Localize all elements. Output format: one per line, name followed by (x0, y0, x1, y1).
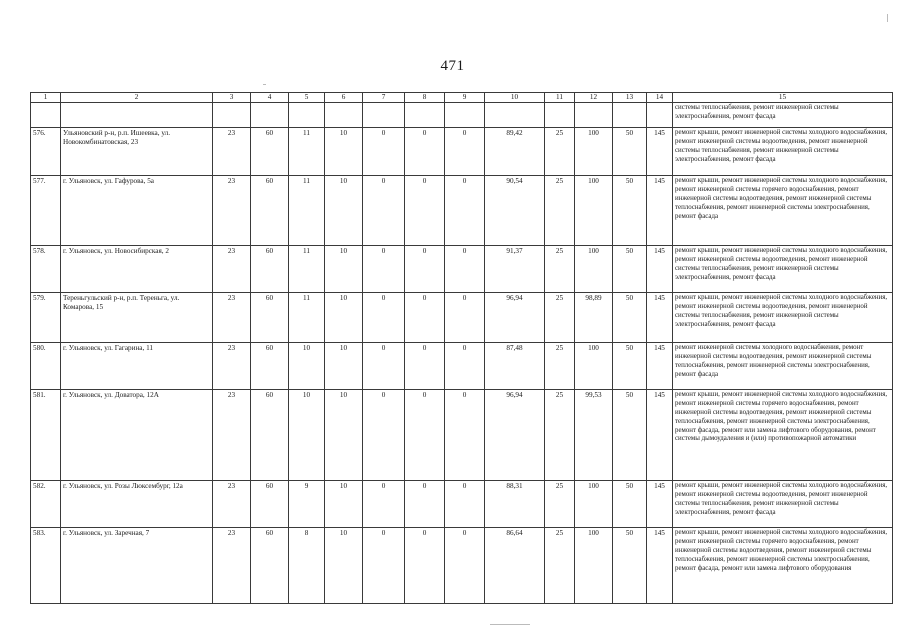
row-number: 579. (31, 292, 61, 342)
row-value-c6: 10 (325, 292, 363, 342)
row-value-c10: 87,48 (485, 342, 545, 389)
row-value-c13: 50 (613, 342, 647, 389)
col-header: 14 (647, 93, 673, 103)
row-value-c7: 0 (363, 245, 405, 292)
row-value-c7: 0 (363, 175, 405, 245)
row-address: г. Ульяновск, ул. Доватора, 12А (61, 389, 213, 480)
row-value-c11: 25 (545, 389, 575, 480)
row-value-c7: 0 (363, 480, 405, 527)
row-value-c3: 23 (213, 389, 251, 480)
row-address: г. Ульяновск, ул. Розы Люксембург, 12а (61, 480, 213, 527)
row-number: 578. (31, 245, 61, 292)
row-value-c10: 96,94 (485, 292, 545, 342)
row-works: ремонт крыши, ремонт инженерной системы холодного водоснабжения, ремонт инженерной системы горячего водоснабжения, ремонт инженерной системы водоотведения, ремонт инженерной системы теплоснабжения, ремонт инженерной системы электроснабжения, ремонт фасада, ремонт или замена лифтового оборудования, ремонт системы дымоудаления и (или) противопожарной автоматики (673, 389, 893, 480)
row-value-c6: 10 (325, 480, 363, 527)
row-value-c8: 0 (405, 527, 445, 603)
row-address: Ульяновский р-н, р.п. Ишеевка, ул. Новокомбинатовская, 23 (61, 127, 213, 175)
row-value-c4: 60 (251, 292, 289, 342)
col-header: 6 (325, 93, 363, 103)
col-header: 5 (289, 93, 325, 103)
row-value-c3: 23 (213, 127, 251, 175)
continuation-row (31, 102, 893, 127)
row-value-c4: 60 (251, 127, 289, 175)
table-row (31, 480, 893, 527)
row-value-c7: 0 (363, 527, 405, 603)
row-value-c10: 86,64 (485, 527, 545, 603)
row-value-c8: 0 (405, 127, 445, 175)
column-number-row (31, 93, 893, 103)
row-value-c9: 0 (445, 480, 485, 527)
row-value-c14: 145 (647, 175, 673, 245)
scan-speck (887, 14, 888, 22)
table-row (31, 245, 893, 292)
row-number: 581. (31, 389, 61, 480)
row-works: ремонт крыши, ремонт инженерной системы холодного водоснабжения, ремонт инженерной системы горячего водоснабжения, ремонт инженерной системы водоотведения, ремонт инженерной системы теплоснабжения, ремонт инженерной системы электроснабжения, ремонт фасада (673, 175, 893, 245)
row-works: ремонт крыши, ремонт инженерной системы холодного водоснабжения, ремонт инженерной системы горячего водоснабжения, ремонт инженерной системы водоотведения, ремонт инженерной системы теплоснабжения, ремонт инженерной системы электроснабжения, ремонт фасада, ремонт или замена лифтового оборудования (673, 527, 893, 603)
row-value-c11: 25 (545, 175, 575, 245)
row-value-c8: 0 (405, 245, 445, 292)
row-value-c6: 10 (325, 127, 363, 175)
row-address: г. Ульяновск, ул. Заречная, 7 (61, 527, 213, 603)
row-value-c6: 10 (325, 175, 363, 245)
row-value-c13: 50 (613, 527, 647, 603)
row-address: г. Ульяновск, ул. Новосибирская, 2 (61, 245, 213, 292)
row-address: Тереньгульский р-н, р.п. Тереньга, ул. Комарова, 15 (61, 292, 213, 342)
row-value-c8: 0 (405, 480, 445, 527)
row-works: ремонт крыши, ремонт инженерной системы холодного водоснабжения, ремонт инженерной системы водоотведения, ремонт инженерной системы теплоснабжения, ремонт инженерной системы электроснабжения, ремонт фасада (673, 480, 893, 527)
row-number: 583. (31, 527, 61, 603)
row-value-c14: 145 (647, 527, 673, 603)
row-works: ремонт инженерной системы холодного водоснабжения, ремонт инженерной системы водоотведения, ремонт инженерной системы теплоснабжения, ремонт инженерной системы электроснабжения, ремонт фасада (673, 342, 893, 389)
row-value-c6: 10 (325, 527, 363, 603)
table-row (31, 175, 893, 245)
table-row (31, 389, 893, 480)
scan-speck (490, 624, 530, 625)
row-value-c11: 25 (545, 127, 575, 175)
col-header: 1 (31, 93, 61, 103)
row-value-c3: 23 (213, 175, 251, 245)
row-value-c13: 50 (613, 389, 647, 480)
row-value-c4: 60 (251, 175, 289, 245)
row-value-c4: 60 (251, 527, 289, 603)
row-value-c3: 23 (213, 480, 251, 527)
col-header: 2 (61, 93, 213, 103)
row-value-c7: 0 (363, 342, 405, 389)
row-value-c13: 50 (613, 245, 647, 292)
row-number: 576. (31, 127, 61, 175)
row-value-c9: 0 (445, 342, 485, 389)
row-value-c14: 145 (647, 292, 673, 342)
row-value-c12: 100 (575, 127, 613, 175)
row-value-c11: 25 (545, 480, 575, 527)
row-value-c14: 145 (647, 389, 673, 480)
row-value-c9: 0 (445, 389, 485, 480)
row-value-c3: 23 (213, 527, 251, 603)
row-works: ремонт крыши, ремонт инженерной системы холодного водоснабжения, ремонт инженерной системы водоотведения, ремонт инженерной системы теплоснабжения, ремонт инженерной системы электроснабжения, ремонт фасада (673, 127, 893, 175)
row-address: г. Ульяновск, ул. Гафурова, 5а (61, 175, 213, 245)
row-value-c9: 0 (445, 175, 485, 245)
row-value-c11: 25 (545, 342, 575, 389)
row-value-c5: 11 (289, 245, 325, 292)
col-header: 13 (613, 93, 647, 103)
table-row (31, 127, 893, 175)
works-continuation: системы теплоснабжения, ремонт инженерной системы электроснабжения, ремонт фасада (673, 102, 893, 127)
col-header: 12 (575, 93, 613, 103)
row-value-c9: 0 (445, 527, 485, 603)
row-value-c3: 23 (213, 342, 251, 389)
col-header: 3 (213, 93, 251, 103)
table-row (31, 527, 893, 603)
row-value-c8: 0 (405, 389, 445, 480)
col-header: 15 (673, 93, 893, 103)
row-value-c4: 60 (251, 389, 289, 480)
row-value-c11: 25 (545, 245, 575, 292)
row-value-c7: 0 (363, 389, 405, 480)
repair-register-table (30, 92, 893, 604)
row-value-c8: 0 (405, 175, 445, 245)
row-value-c12: 98,89 (575, 292, 613, 342)
row-value-c4: 60 (251, 480, 289, 527)
row-value-c8: 0 (405, 342, 445, 389)
row-value-c8: 0 (405, 292, 445, 342)
row-value-c7: 0 (363, 292, 405, 342)
row-value-c5: 11 (289, 175, 325, 245)
row-value-c10: 89,42 (485, 127, 545, 175)
col-header: 9 (445, 93, 485, 103)
row-value-c6: 10 (325, 342, 363, 389)
col-header: 10 (485, 93, 545, 103)
row-value-c6: 10 (325, 245, 363, 292)
row-value-c13: 50 (613, 175, 647, 245)
row-value-c11: 25 (545, 292, 575, 342)
row-value-c3: 23 (213, 292, 251, 342)
row-value-c14: 145 (647, 245, 673, 292)
row-number: 582. (31, 480, 61, 527)
row-value-c4: 60 (251, 245, 289, 292)
page-number: 471 (440, 58, 465, 74)
row-works: ремонт крыши, ремонт инженерной системы холодного водоснабжения, ремонт инженерной системы водоотведения, ремонт инженерной системы теплоснабжения, ремонт инженерной системы электроснабжения, ремонт фасада (673, 292, 893, 342)
col-header: 11 (545, 93, 575, 103)
row-value-c9: 0 (445, 127, 485, 175)
row-number: 580. (31, 342, 61, 389)
row-number: 577. (31, 175, 61, 245)
row-value-c7: 0 (363, 127, 405, 175)
row-value-c10: 91,37 (485, 245, 545, 292)
col-header: 7 (363, 93, 405, 103)
row-value-c5: 11 (289, 292, 325, 342)
row-value-c12: 100 (575, 175, 613, 245)
row-value-c3: 23 (213, 245, 251, 292)
row-value-c14: 145 (647, 480, 673, 527)
col-header: 8 (405, 93, 445, 103)
table-row (31, 342, 893, 389)
scan-speck (263, 84, 266, 85)
row-value-c5: 10 (289, 389, 325, 480)
row-value-c14: 145 (647, 342, 673, 389)
row-address: г. Ульяновск, ул. Гагарина, 11 (61, 342, 213, 389)
row-value-c12: 100 (575, 527, 613, 603)
row-value-c5: 9 (289, 480, 325, 527)
col-header: 4 (251, 93, 289, 103)
row-value-c13: 50 (613, 127, 647, 175)
row-value-c5: 10 (289, 342, 325, 389)
row-value-c5: 11 (289, 127, 325, 175)
row-value-c12: 99,53 (575, 389, 613, 480)
row-value-c10: 90,54 (485, 175, 545, 245)
row-value-c13: 50 (613, 480, 647, 527)
row-value-c6: 10 (325, 389, 363, 480)
row-value-c11: 25 (545, 527, 575, 603)
row-works: ремонт крыши, ремонт инженерной системы холодного водоснабжения, ремонт инженерной системы водоотведения, ремонт инженерной системы теплоснабжения, ремонт инженерной системы электроснабжения, ремонт фасада (673, 245, 893, 292)
row-value-c10: 88,31 (485, 480, 545, 527)
row-value-c10: 96,94 (485, 389, 545, 480)
table-row (31, 292, 893, 342)
row-value-c9: 0 (445, 245, 485, 292)
row-value-c5: 8 (289, 527, 325, 603)
row-value-c14: 145 (647, 127, 673, 175)
row-value-c12: 100 (575, 245, 613, 292)
row-value-c4: 60 (251, 342, 289, 389)
row-value-c9: 0 (445, 292, 485, 342)
row-value-c12: 100 (575, 480, 613, 527)
row-value-c13: 50 (613, 292, 647, 342)
row-value-c12: 100 (575, 342, 613, 389)
